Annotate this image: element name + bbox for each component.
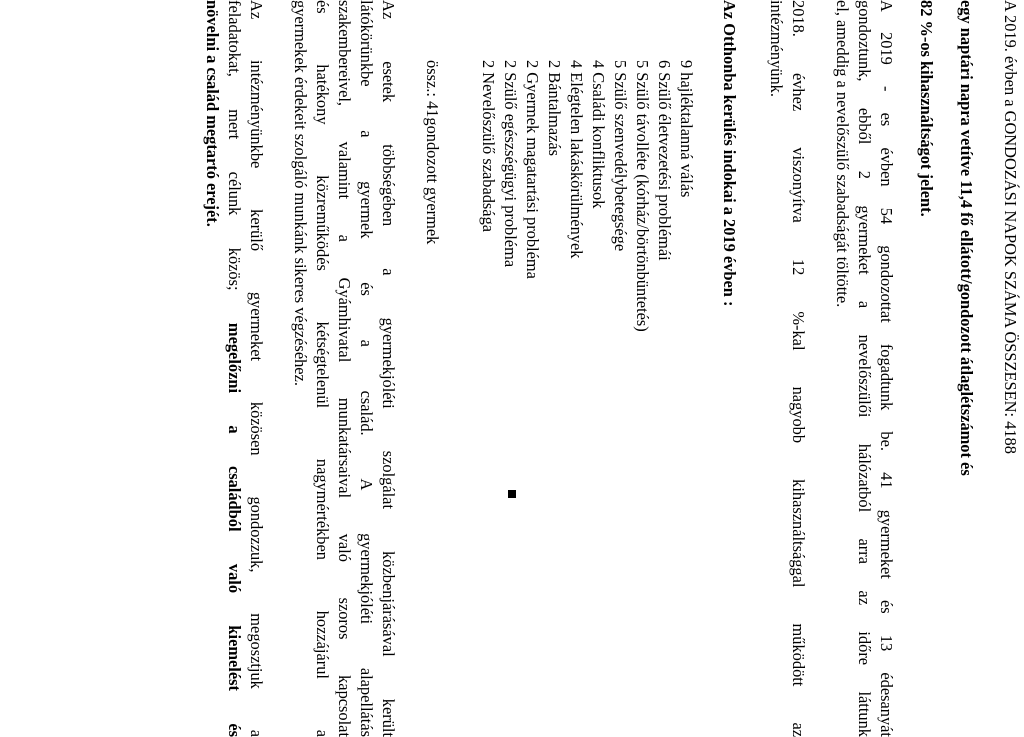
list-item: 2 Szülő egészségügyi probléma	[501, 60, 520, 268]
list-item: 5 Szülő szenvedélybetegsége	[611, 60, 630, 252]
paragraph-cooperation-line-5: gyermekek érdekeit szolgáló munkánk sikeres végzéséhez.	[291, 0, 310, 386]
heading-total-care-days: A 2019. évben a GONDOZÁSI NAPOK SZÁMA ÖSSZESEN: 4188	[1001, 0, 1020, 454]
heading-average-headcount: egy naptári napra vetítve 11,4 fő ellátott/gondozott átlaglétszámot és	[957, 0, 976, 476]
paragraph-goal-line-1: Az intézményünkbe kerülő gyermeket közösen gondozzuk, megosztjuk a	[247, 0, 266, 737]
paragraph-cooperation-line-2: látókörünkbe a gyermek és a család. A gyermekjóléti alapellátás	[357, 0, 376, 737]
paragraph-cooperation-line-4: és hatékony közreműködés kétségtelenül nagymértékben hozzájárul a	[313, 0, 332, 737]
paragraph-cooperation-line-3: szakembereivel, valamint a Gyámhivatal munkatársaival való szoros kapcsolat	[335, 0, 354, 737]
total-children: össz.: 41gondozott gyermek	[423, 60, 442, 245]
list-item: 2 Bántalmazás	[545, 60, 564, 157]
bullet-icon	[508, 490, 516, 498]
paragraph-goal-line-2-regular: feladatokat, mert célunk közös;	[225, 0, 244, 323]
paragraph-admissions-line-3: el, ameddig a nevelőszülő szabadságát töltötte.	[833, 0, 852, 308]
list-item: 6 Szülő életvezetési problémái	[655, 60, 674, 261]
list-item: 2 Gyermek magatartási probléma	[523, 60, 542, 279]
reasons-heading: Az Otthonba kerülés indokai a 2019 évben :	[720, 0, 739, 307]
paragraph-goal-line-2-bold: megelőzni a családból való kiemelést és	[225, 322, 244, 737]
paragraph-admissions-line-1: A 2019 - es évben 54 gondozottat fogadtunk be. 41 gyermeket és 13 édesanyát	[877, 0, 896, 737]
paragraph-comparison-line-2: intézményünk.	[767, 0, 786, 97]
list-item: 4 Családi konfliktusok	[589, 60, 608, 209]
heading-utilization: 82 %-os kihasználtságot jelent.	[917, 0, 936, 217]
list-item: 9 hajléktalanná válás	[677, 60, 696, 198]
paragraph-goal-line-3: növelni a család megtartó erejét.	[203, 0, 222, 227]
paragraph-cooperation-line-1: Az esetek többségében a gyermekjóléti szolgálat közbenjárásával került	[379, 0, 398, 737]
list-item: 5 Szülő távolléte (kórház/börtönbüntetés)	[633, 60, 652, 332]
list-item: 4 Elégtelen lakáskörülmények	[567, 60, 586, 259]
paragraph-goal-line-2	[224, 0, 244, 737]
list-item: 2 Nevelőszülő szabadsága	[479, 60, 498, 233]
paragraph-admissions-line-2: gondoztunk, ebből 2 gyermeket a nevelőszülői hálózatból arra az időre láttunk	[855, 0, 874, 737]
paragraph-comparison-line-1: 2018. évhez viszonyítva 12 %-kal nagyobb kihasználtsággal működött az	[789, 0, 808, 737]
